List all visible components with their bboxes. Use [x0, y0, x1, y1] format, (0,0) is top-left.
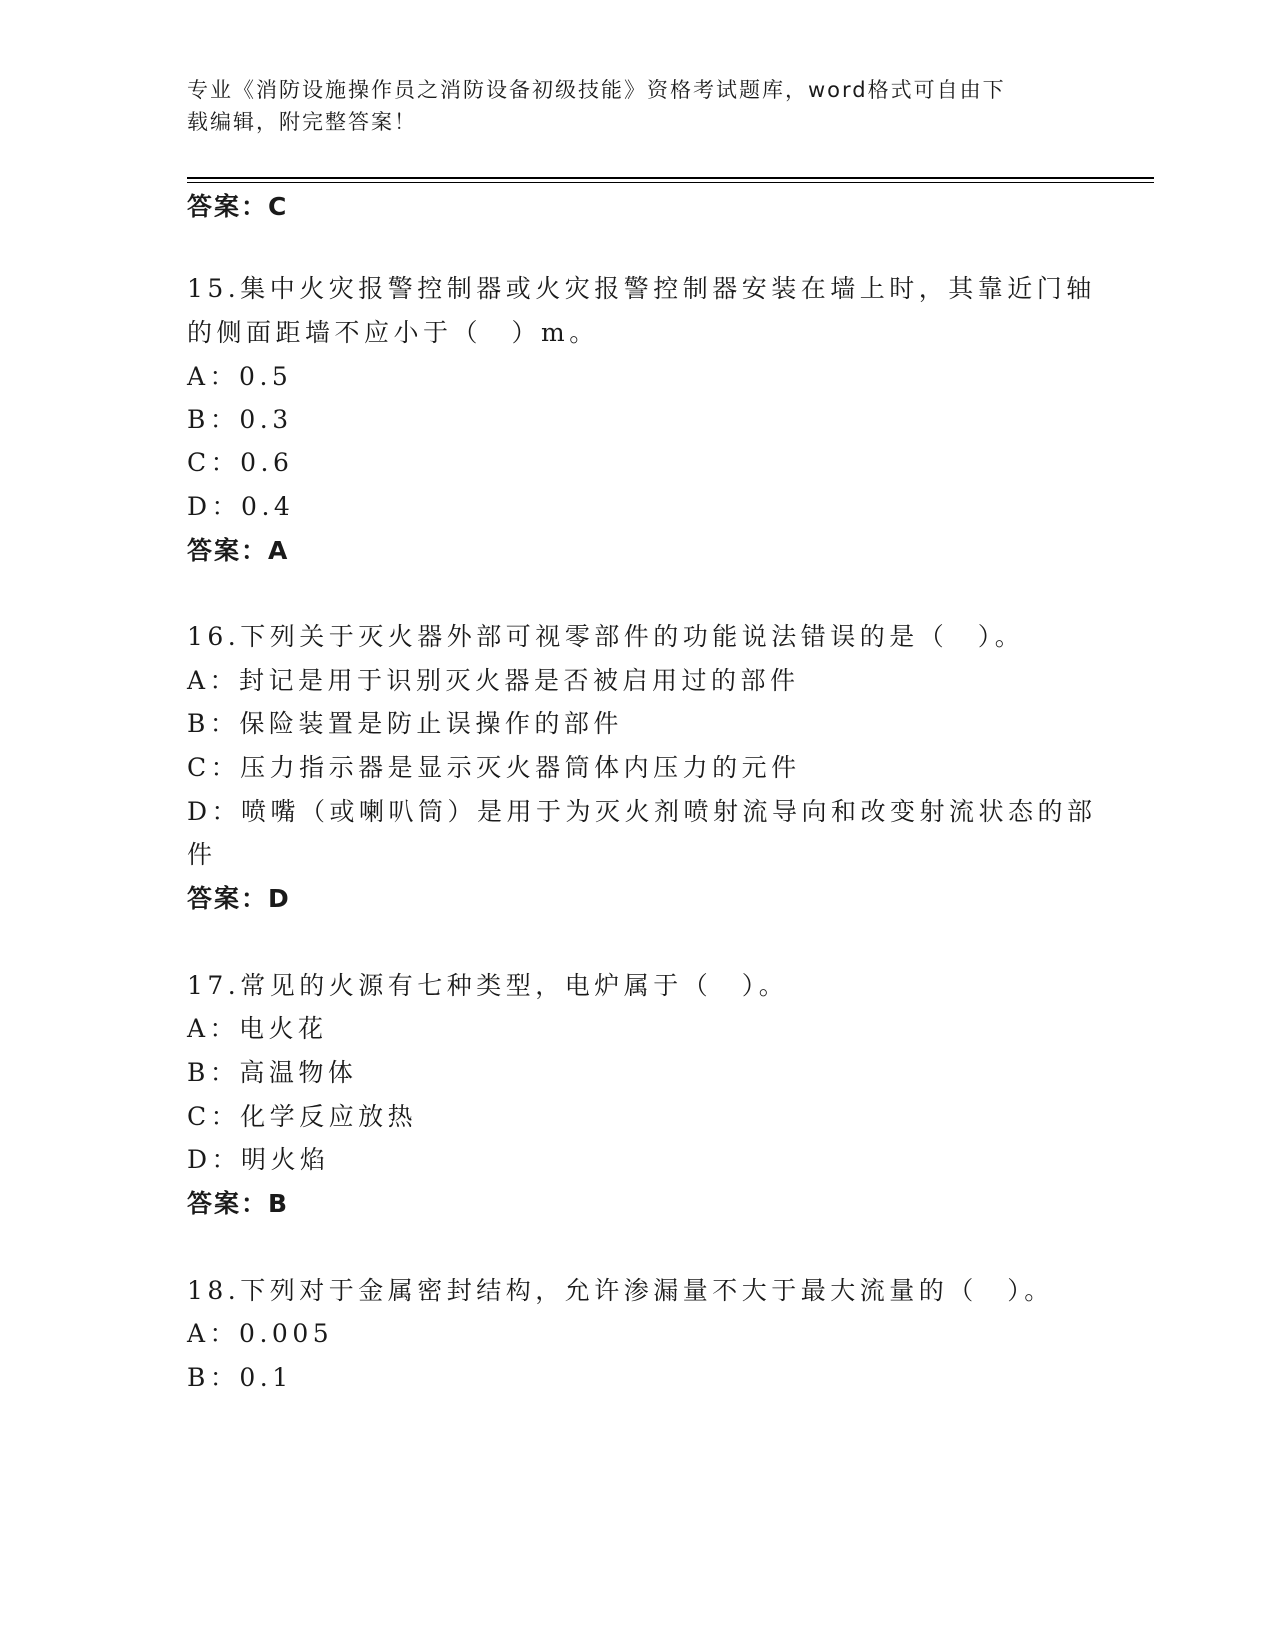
- question-15-option-c: C：0.6: [187, 448, 294, 477]
- question-18-option-b: B：0.1: [187, 1363, 293, 1392]
- question-15-stem-line-1: 15.集中火灾报警控制器或火灾报警控制器安装在墙上时，其靠近门轴: [187, 274, 1096, 303]
- answer-q15: 答案：A: [187, 536, 290, 565]
- answer-q17: 答案：B: [187, 1189, 290, 1218]
- question-17-option-d: D：明火焰: [187, 1145, 330, 1174]
- question-17-stem: 17.常见的火源有七种类型，电炉属于（ ）。: [187, 971, 789, 1000]
- answer-q16: 答案：D: [187, 884, 291, 913]
- question-16-option-c: C：压力指示器是显示灭火器筒体内压力的元件: [187, 753, 801, 782]
- question-18-option-a: A：0.005: [187, 1319, 334, 1348]
- document-header: [187, 74, 1067, 138]
- question-17-option-b: B：高温物体: [187, 1058, 358, 1087]
- answer-q14: 答案：C: [187, 192, 289, 221]
- question-15-option-b: B：0.3: [187, 405, 293, 434]
- question-16-option-a: A：封记是用于识别灭火器是否被启用过的部件: [187, 666, 800, 695]
- question-17-option-a: A：电火花: [187, 1014, 328, 1043]
- question-16-option-d-continued: 件: [187, 840, 217, 869]
- header-line-1: 专业《消防设施操作员之消防设备初级技能》资格考试题库，word格式可自由下: [187, 78, 1006, 102]
- question-15-option-a: A：0.5: [187, 362, 293, 391]
- question-17-option-c: C：化学反应放热: [187, 1102, 418, 1131]
- question-16-stem: 16.下列关于灭火器外部可视零部件的功能说法错误的是（ ）。: [187, 622, 1025, 651]
- question-18-stem: 18.下列对于金属密封结构，允许渗漏量不大于最大流量的（ ）。: [187, 1276, 1054, 1305]
- question-16-option-d: D：喷嘴（或喇叭筒）是用于为灭火剂喷射流导向和改变射流状态的部: [187, 797, 1097, 826]
- header-divider-thin: [187, 182, 1154, 183]
- question-15-option-d: D：0.4: [187, 492, 295, 521]
- header-divider-thick: [187, 177, 1154, 179]
- header-line-2: 载编辑，附完整答案！: [187, 110, 417, 134]
- question-15-stem-line-2: 的侧面距墙不应小于（ ）m。: [187, 318, 599, 347]
- question-16-option-b: B：保险装置是防止误操作的部件: [187, 709, 623, 738]
